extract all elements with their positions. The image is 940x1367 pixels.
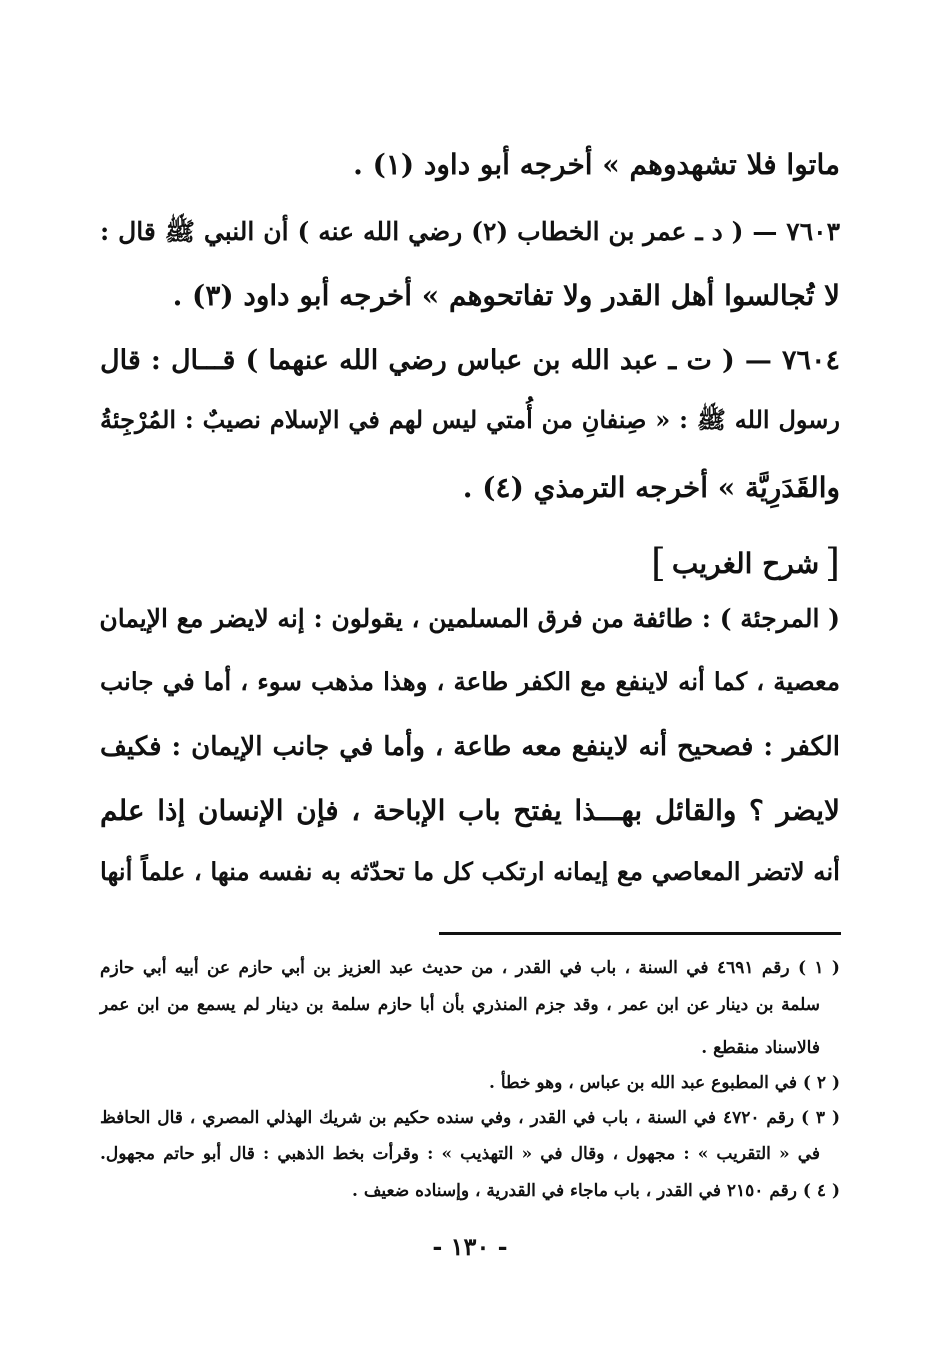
- hadith-7604-line-3: والقَدَرِيَّة » أخرجه الترمذي (٤) .: [462, 471, 840, 504]
- hadith-7604-line-2: رسول الله ﷺ : « صِنفانِ من أُمتي ليس لهم في الإسلام نصيبٌ : المُرْجِئةُ: [100, 405, 840, 434]
- left-bracket-icon: [: [825, 541, 840, 585]
- footnote-4: ( ٤ ) رقم ٢١٥٠ في القدر ، باب ماجاء في القدرية ، وإسناده ضعيف .: [351, 1181, 840, 1201]
- right-bracket-icon: ]: [651, 541, 666, 585]
- hadith-7604-line-1: ٧٦٠٤ — ( ت ـ عبد الله بن عباس رضي الله عنهما ) قـــال : قال: [100, 345, 840, 376]
- gharib-heading-label: شرح الغريب: [671, 546, 820, 580]
- gharib-line-2: معصية ، كما أنه لاينفع مع الكفر طاعة ، وهذا مذهب سوء ، أما في جانب: [100, 667, 840, 696]
- footnote-3-line-2: في « التقريب » : مجهول ، وقال في « التهذيب » : وقرأت بخط الذهبي : قال أبو حاتم مجهول.: [100, 1144, 820, 1164]
- gharib-line-5: أنه لاتضر المعاصي مع إيمانه ارتكب كل ما تحدّثه به نفسه منها ، علماً أنها: [100, 857, 840, 886]
- gharib-heading: [651, 540, 840, 586]
- hadith-continuation-line: ماتوا فلا تشهدوهم » أخرجه أبو داود (١) .: [353, 148, 840, 181]
- hadith-7603-line-1: ٧٦٠٣ — ( د ـ عمر بن الخطاب (٢) رضي الله عنه ) أن النبي ﷺ قال :: [100, 217, 840, 246]
- page-number: - ١٣٠ -: [432, 1232, 508, 1261]
- footnote-1-line-1: ( ١ ) رقم ٤٦٩١ في السنة ، باب في القدر ، من حديث عبد العزيز بن أبي حازم عن أبيه أبي حازم: [100, 958, 840, 978]
- gharib-line-1: ( المرجئة ) : طائفة من فرق المسلمين ، يقولون : إنه لايضر مع الإيمان: [99, 604, 840, 633]
- footnote-2: ( ٢ ) في المطبوع عبد الله بن عباس ، وهو خطأ .: [489, 1073, 840, 1093]
- footnote-1-line-2: سلمة بن دينار عن ابن عمر ، وقد جزم المنذري بأن أبا حازم سلمة بن دينار لم يسمع من ابن عمر: [100, 995, 820, 1015]
- footnote-3-line-1: ( ٣ ) رقم ٤٧٢٠ في السنة ، باب في القدر ، وفي سنده حكيم بن شريك الهذلي المصري ، قال الحافظ: [100, 1108, 840, 1128]
- gharib-line-4: لايضر ؟ والقائل بهـــذا يفتح باب الإباحة ، فإن الإنسان إذا علم: [100, 794, 840, 827]
- footnote-divider: [439, 932, 841, 935]
- hadith-7603-line-2: لا تُجالسوا أهل القدر ولا تفاتحوهم » أخرجه أبو داود (٣) .: [172, 279, 840, 312]
- footnote-1-line-3: فالاسناد منقطع .: [701, 1038, 820, 1058]
- gharib-line-3: الكفر : فصحيح أنه لاينفع معه طاعة ، وأما في جانب الإيمان : فكيف: [100, 732, 841, 762]
